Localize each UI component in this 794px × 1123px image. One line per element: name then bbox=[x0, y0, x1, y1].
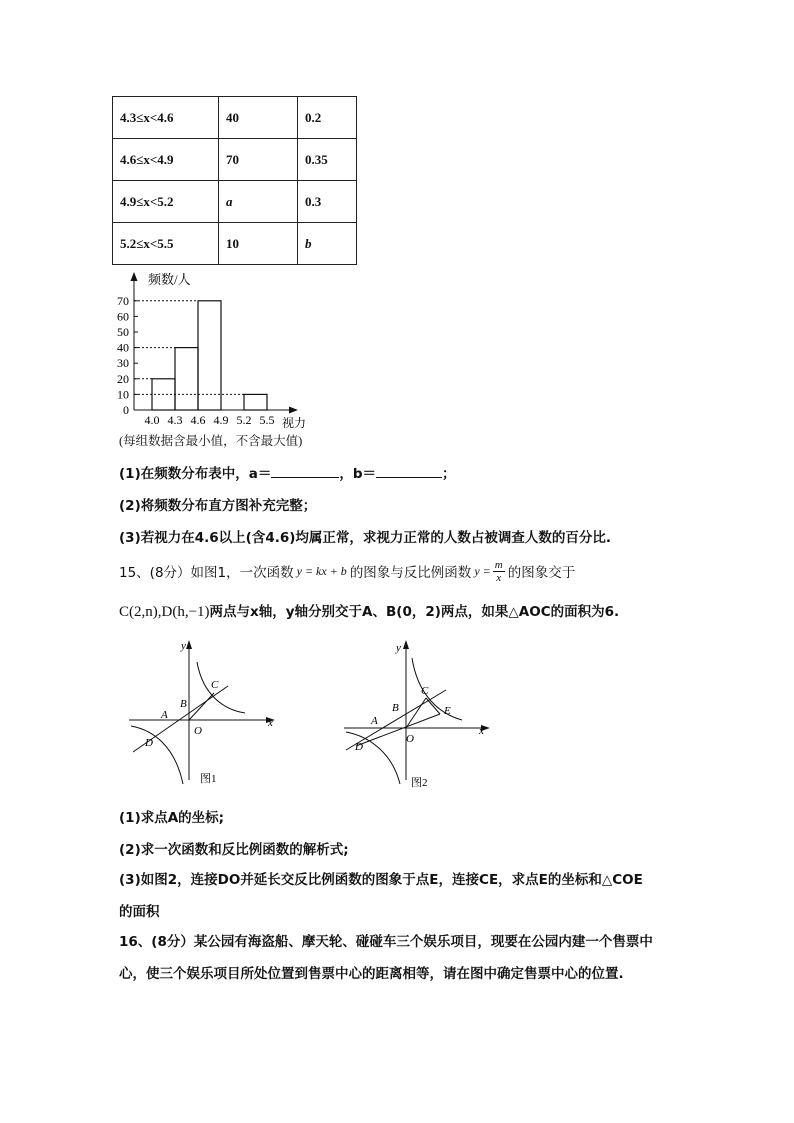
y-tick-label: 60 bbox=[117, 309, 129, 324]
histogram-bar bbox=[244, 394, 267, 410]
fig1-y-arrow-icon bbox=[186, 640, 192, 649]
q15-line2-text: 两点与x轴，y轴分别交于A、B(0，2)两点，如果△AOC的面积为6. bbox=[209, 604, 620, 620]
q14-part1-a: (1)在频数分布表中，a＝ bbox=[119, 466, 272, 482]
y-tick-label: 30 bbox=[117, 356, 129, 371]
x-tick-label: 4.0 bbox=[144, 413, 160, 427]
fig2-label-a: A bbox=[371, 715, 378, 727]
q14-part2: (2)将频数分布直方图补充完整； bbox=[119, 498, 317, 514]
figure-2 bbox=[340, 634, 500, 794]
fig1-hyperbola-branch-1 bbox=[197, 662, 245, 713]
fig2-label-x: x bbox=[479, 725, 484, 737]
histogram-bar bbox=[198, 301, 221, 410]
fig1-label-a: A bbox=[161, 709, 168, 721]
q15-tail-text: 的图象交于 bbox=[507, 565, 576, 581]
fig1-label-x: x bbox=[268, 717, 273, 729]
range-cell: 4.6≤x<4.9 bbox=[113, 139, 219, 181]
fig1-segment-oc bbox=[189, 693, 214, 720]
q14-part1 bbox=[119, 462, 456, 482]
histogram-xlabel: 视力 bbox=[282, 416, 307, 428]
q14-part1-b: ，b＝ bbox=[339, 466, 377, 482]
y-tick-label: 20 bbox=[117, 371, 129, 386]
q15-part3-line2: 的面积 bbox=[119, 904, 160, 920]
y-tick-label: 50 bbox=[117, 325, 129, 339]
y-tick-label: 10 bbox=[117, 387, 129, 402]
table-row bbox=[113, 139, 357, 181]
q14-part3: (3)若视力在4.6以上(含4.6)均属正常，求视力正常的人数占被调查人数的百分比. bbox=[119, 530, 612, 546]
x-tick-label: 5.5 bbox=[259, 413, 275, 427]
fraction-numerator: m bbox=[494, 558, 503, 571]
fig2-label-e: E bbox=[444, 705, 451, 717]
fig1-label-d: D bbox=[145, 737, 153, 749]
inverse-formula-fraction bbox=[493, 559, 505, 584]
rate-cell: b bbox=[298, 223, 357, 265]
table-row bbox=[113, 97, 357, 139]
q15-part1: (1)求点A的坐标; bbox=[119, 810, 225, 826]
fig1-caption: 图1 bbox=[200, 773, 217, 785]
table-row bbox=[113, 181, 357, 223]
fig2-label-c: C bbox=[421, 685, 429, 697]
q15-part2: (2)求一次函数和反比例函数的解析式; bbox=[119, 842, 349, 858]
answer-blank-b[interactable] bbox=[376, 464, 442, 478]
fig2-label-d: D bbox=[355, 741, 363, 753]
q16-line2: 心，使三个娱乐项目所处位置到售票中心的距离相等，请在图中确定售票中心的位置. bbox=[119, 966, 624, 982]
histogram-ylabel: 频数/人 bbox=[148, 272, 191, 287]
fig2-y-arrow-icon bbox=[403, 640, 409, 649]
intersection-points: C(2,n),D(h,−1) bbox=[119, 604, 210, 620]
fig1-label-y: y bbox=[181, 640, 186, 652]
range-cell: 4.9≤x<5.2 bbox=[113, 181, 219, 223]
freq-cell: 40 bbox=[219, 97, 298, 139]
fig1-hyperbola-branch-2 bbox=[131, 726, 183, 784]
rate-cell: 0.3 bbox=[298, 181, 357, 223]
fig2-caption: 图2 bbox=[411, 777, 428, 789]
fig1-label-c: C bbox=[211, 679, 219, 691]
q16-line1: 16、(8分）某公园有海盗船、摩天轮、碰碰车三个娱乐项目，现要在公园内建一个售票中 bbox=[119, 934, 653, 950]
fig2-segment-ce bbox=[426, 698, 440, 714]
rate-cell: 0.35 bbox=[298, 139, 357, 181]
fig2-label-b: B bbox=[392, 702, 399, 714]
freq-cell: 70 bbox=[219, 139, 298, 181]
q15-line2 bbox=[119, 600, 619, 621]
fig2-label-y: y bbox=[396, 642, 401, 654]
q15-part3-line1: (3)如图2，连接DO并延长交反比例函数的图象于点E，连接CE，求点E的坐标和△COE bbox=[119, 872, 643, 888]
fig1-label-b: B bbox=[180, 698, 187, 710]
x-tick-label: 4.9 bbox=[213, 413, 229, 427]
q15-head bbox=[119, 557, 575, 585]
fig1-label-o: O bbox=[194, 725, 202, 737]
linear-formula: y = kx + b bbox=[296, 563, 347, 578]
y-tick-label: 0 bbox=[123, 403, 129, 417]
x-tick-label: 4.6 bbox=[190, 413, 206, 427]
vision-histogram bbox=[110, 268, 340, 428]
answer-blank-a[interactable] bbox=[271, 464, 339, 478]
x-axis-arrow-icon bbox=[289, 407, 298, 414]
freq-cell: a bbox=[219, 181, 298, 223]
fraction-denominator: x bbox=[496, 571, 502, 584]
table-row bbox=[113, 223, 357, 265]
y-tick-label: 70 bbox=[117, 293, 129, 308]
range-cell: 4.3≤x<4.6 bbox=[113, 97, 219, 139]
x-tick-label: 4.3 bbox=[167, 413, 183, 427]
x-tick-label: 5.2 bbox=[236, 413, 252, 427]
y-axis-arrow-icon bbox=[131, 272, 138, 281]
q14-part1-end: ； bbox=[442, 466, 456, 482]
q15-mid-text: 的图象与反比例函数 bbox=[349, 565, 472, 581]
inverse-formula-lhs: y = bbox=[474, 563, 491, 578]
range-cell: 5.2≤x<5.5 bbox=[113, 223, 219, 265]
figure-1 bbox=[125, 634, 285, 794]
histogram-bar bbox=[175, 348, 198, 410]
fig2-label-o: O bbox=[406, 733, 414, 745]
rate-cell: 0.2 bbox=[298, 97, 357, 139]
frequency-table bbox=[112, 96, 357, 265]
q15-head-text: 15、(8分）如图1，一次函数 bbox=[119, 565, 294, 581]
histogram-note: (每组数据含最小值，不含最大值) bbox=[119, 434, 303, 448]
freq-cell: 10 bbox=[219, 223, 298, 265]
y-tick-label: 40 bbox=[117, 340, 129, 355]
